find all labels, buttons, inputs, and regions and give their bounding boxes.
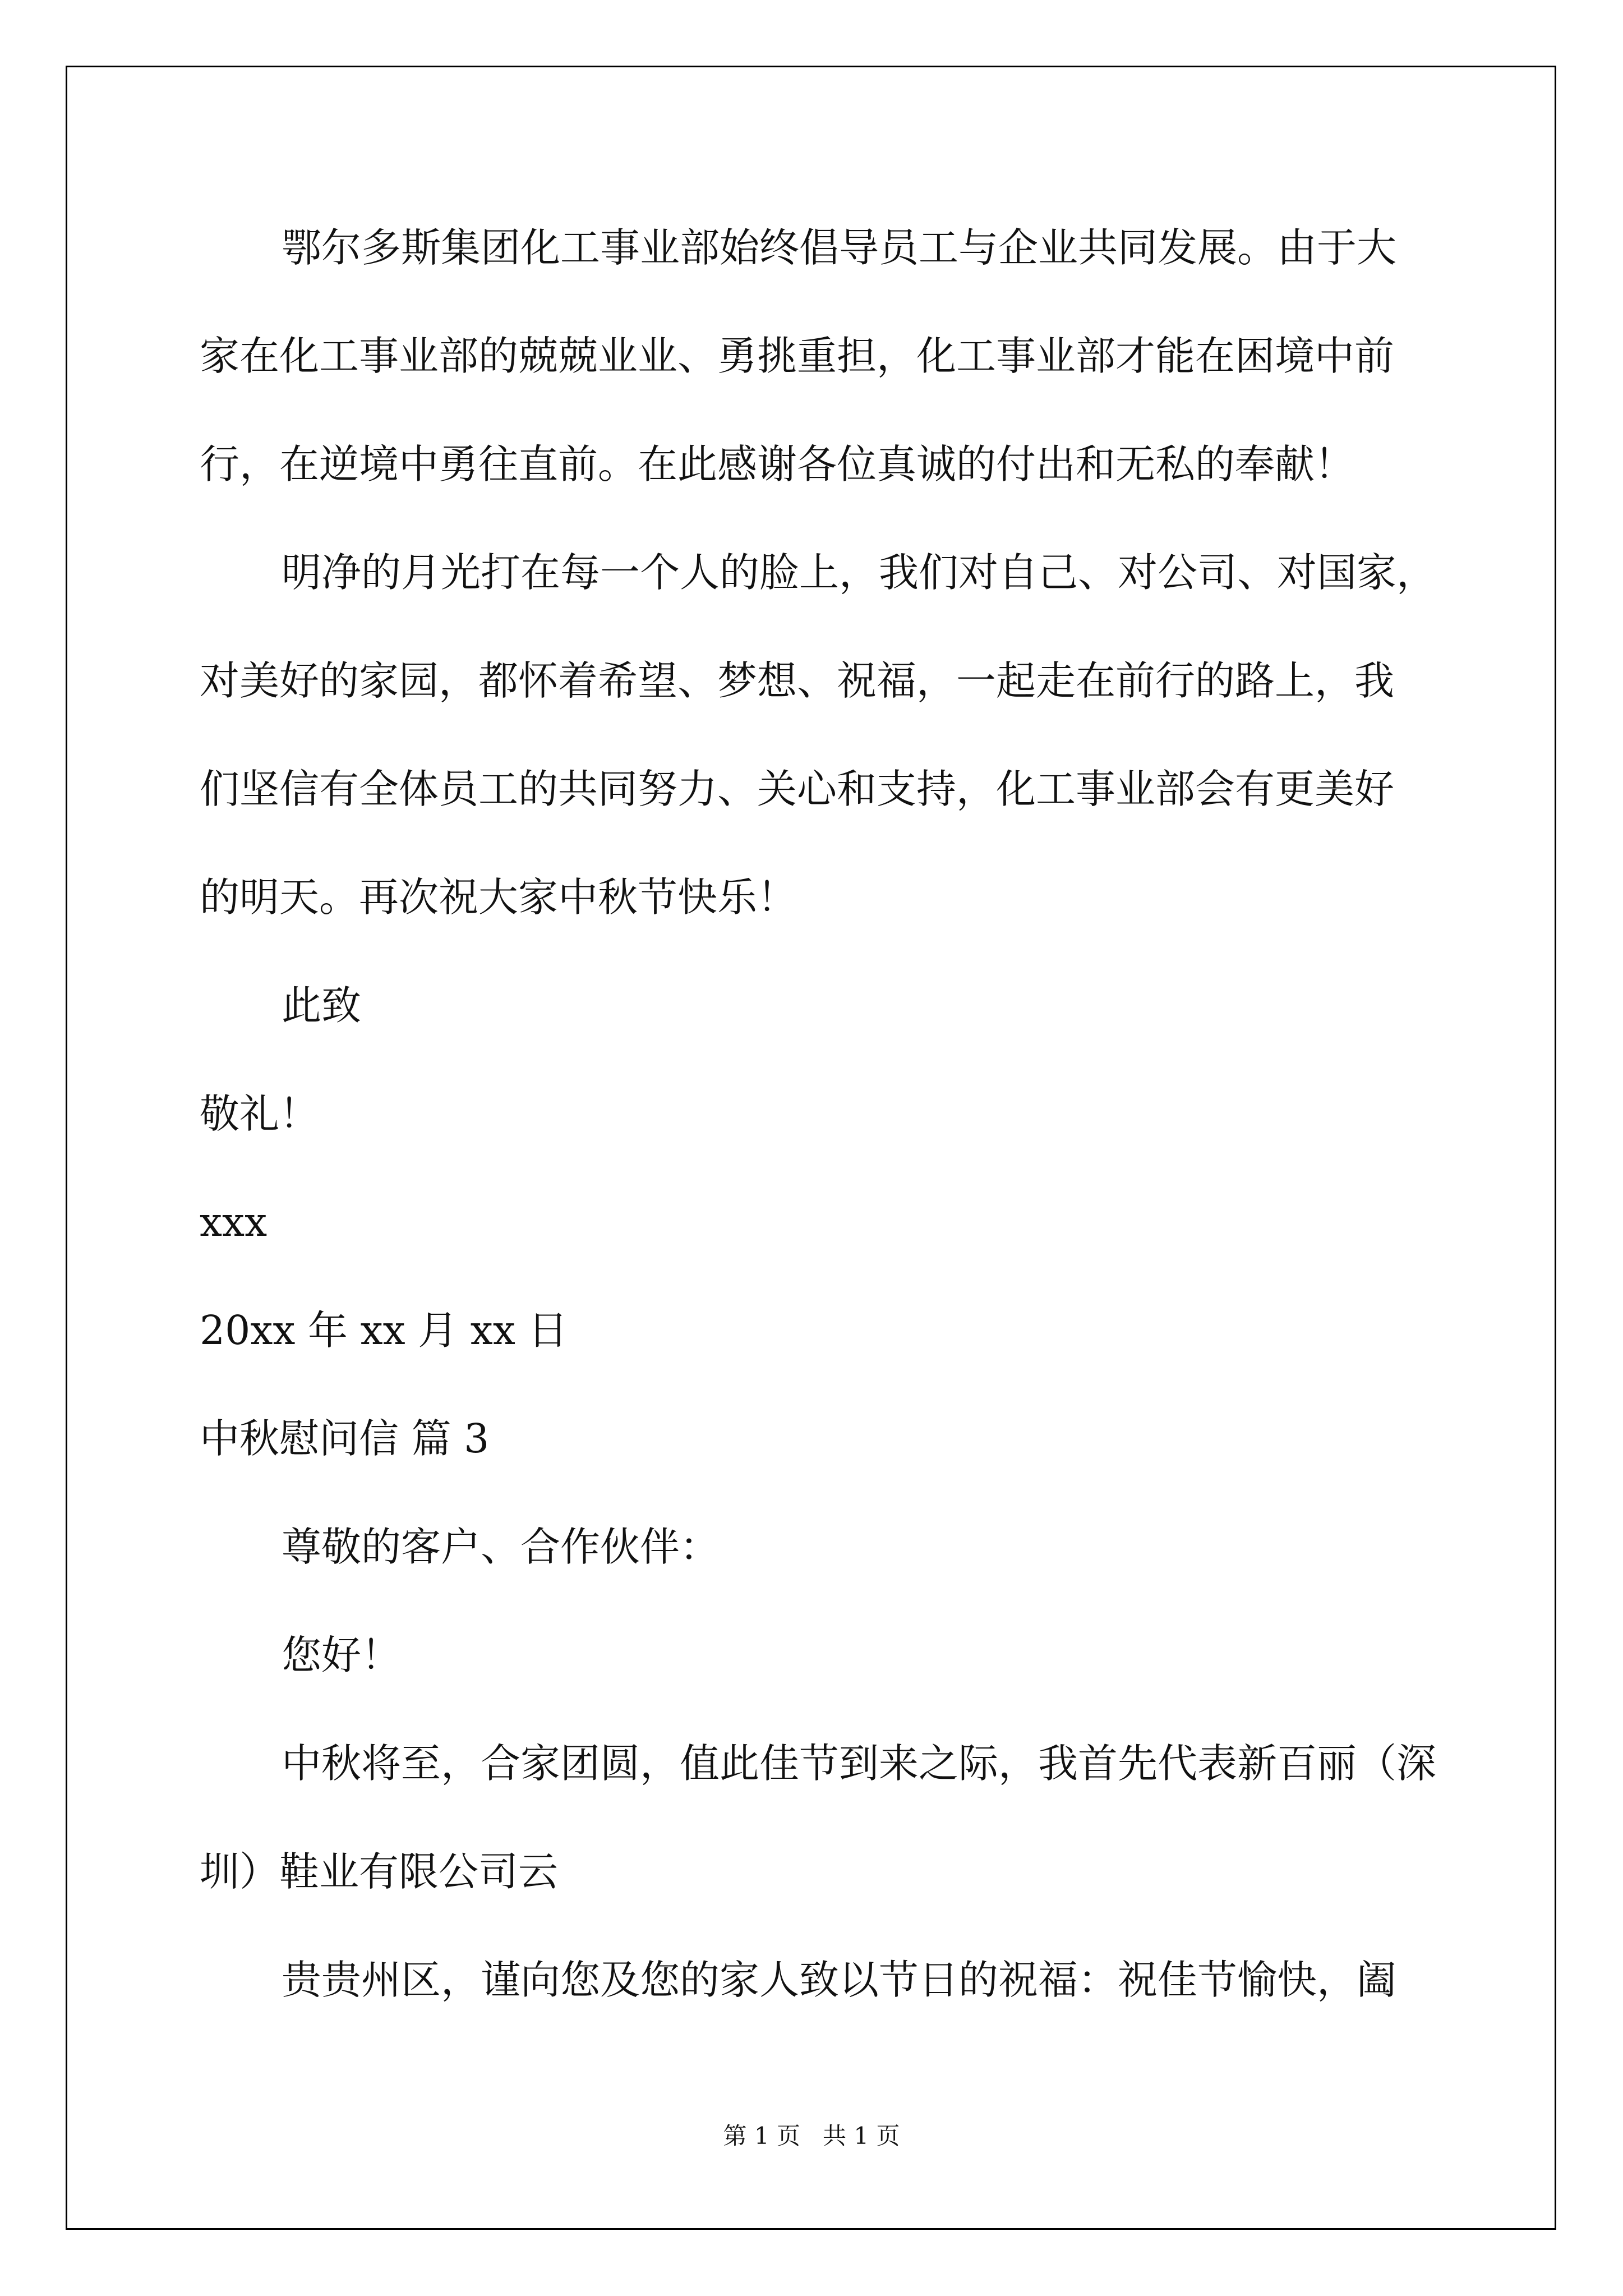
closing-salutation: 此致 — [282, 982, 362, 1029]
paragraph-line: 中秋将至，合家团圆，值此佳节到来之际，我首先代表新百丽（深 — [282, 1740, 1437, 1787]
page-border — [66, 66, 1556, 2230]
paragraph-line: 的明天。再次祝大家中秋节快乐！ — [200, 874, 797, 921]
paragraph-line: 贵贵州区，谨向您及您的家人致以节日的祝福：祝佳节愉快，阖 — [282, 1957, 1397, 2003]
paragraph-line: 行，在逆境中勇往直前。在此感谢各位真诚的付出和无私的奉献！ — [200, 441, 1355, 487]
paragraph-line: 圳）鞋业有限公司云 — [200, 1848, 559, 1895]
signature: xxx — [200, 1199, 268, 1245]
greeting-hello: 您好！ — [282, 1632, 402, 1678]
paragraph-line: 鄂尔多斯集团化工事业部始终倡导员工与企业共同发展。由于大 — [282, 224, 1397, 271]
greeting-recipient: 尊敬的客户、合作伙伴： — [282, 1524, 720, 1570]
section-heading: 中秋慰问信 篇 3 — [200, 1415, 490, 1462]
paragraph-line: 家在化工事业部的兢兢业业、勇挑重担，化工事业部才能在困境中前 — [200, 333, 1395, 379]
paragraph-line: 们坚信有全体员工的共同努力、关心和支持，化工事业部会有更美好 — [200, 766, 1395, 812]
page-footer: 第 1 页 共 1 页 — [723, 2122, 900, 2150]
paragraph-line: 对美好的家园，都怀着希望、梦想、祝福，一起走在前行的路上，我 — [200, 657, 1395, 704]
paragraph-line: 明净的月光打在每一个人的脸上，我们对自己、对公司、对国家， — [282, 549, 1437, 596]
closing-regards: 敬礼！ — [200, 1091, 320, 1137]
date: 20xx 年 xx 月 xx 日 — [200, 1307, 568, 1354]
